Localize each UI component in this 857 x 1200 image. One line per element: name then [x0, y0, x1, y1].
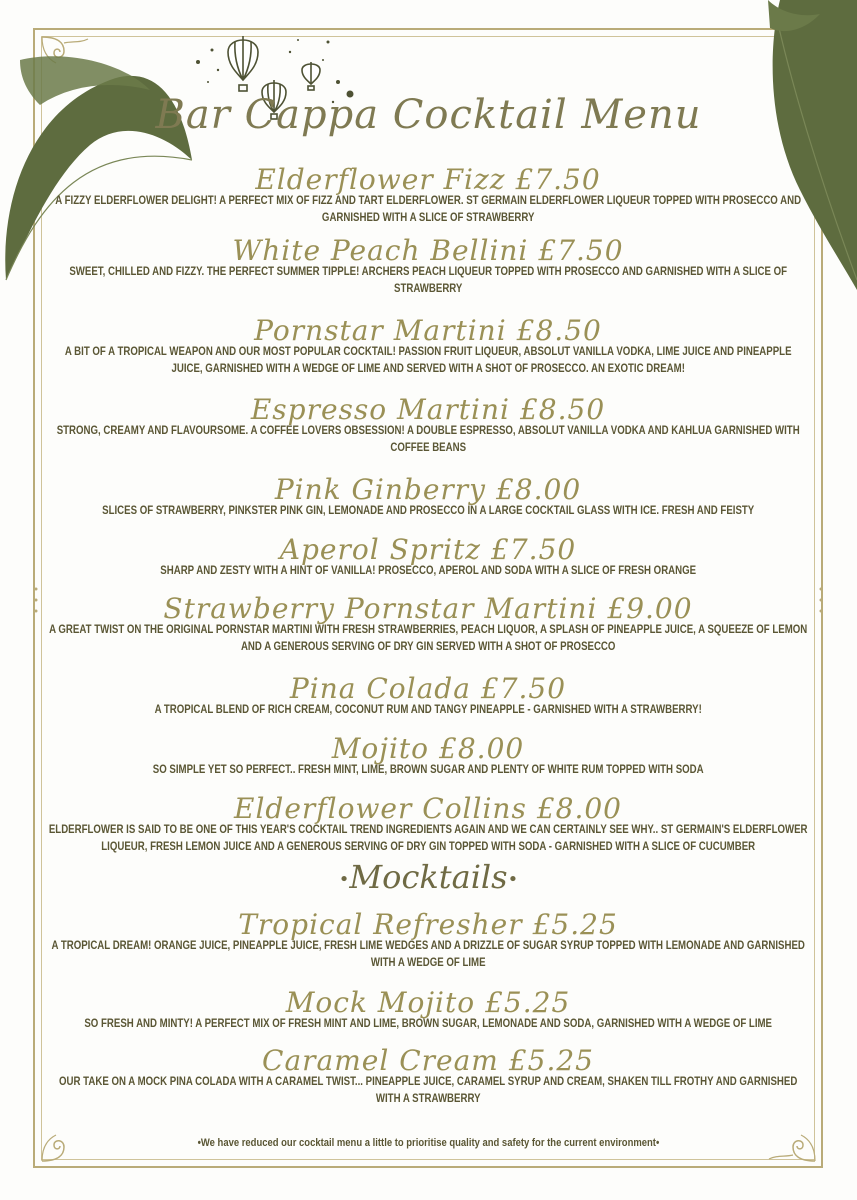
menu-item	[48, 393, 808, 457]
item-description: A GREAT TWIST ON THE ORIGINAL PORNSTAR MARTINI WITH FRESH STRAWBERRIES, PEACH LIQUOR, A SPLASH OF PINEAPPLE JUICE, A SQUEEZE OF LEMON AND A GENEROUS SERVING OF DRY GIN SERVED WITH A SHOT OF PROSECCO	[48, 624, 808, 653]
item-description: SLICES OF STRAWBERRY, PINKSTER PINK GIN, LEMONADE AND PROSECCO IN A LARGE COCKTAIL GLASS WITH ICE. FRESH AND FEISTY	[101, 505, 755, 517]
item-name: Tropical Refresher £5.25	[238, 908, 618, 941]
item-description: SWEET, CHILLED AND FIZZY. THE PERFECT SUMMER TIPPLE! ARCHERS PEACH LIQUEUR TOPPED WITH PROSECCO AND GARNISHED WITH A SLICE OF STRAWBERRY	[69, 266, 787, 295]
mocktails-heading: •Mocktails•	[338, 858, 519, 896]
menu-item	[48, 986, 808, 1033]
item-name: Elderflower Collins £8.00	[234, 792, 622, 825]
item-name: White Peach Bellini £7.50	[232, 234, 624, 267]
menu-item	[48, 163, 808, 227]
item-description: A TROPICAL BLEND OF RICH CREAM, COCONUT RUM AND TANGY PINEAPPLE - GARNISHED WITH A STRAWBERRY!	[154, 704, 702, 716]
item-price: £7.50	[515, 163, 601, 196]
item-description: A FIZZY ELDERFLOWER DELIGHT! A PERFECT MIX OF FIZZ AND TART ELDERFLOWER. ST GERMAIN ELDERFLOWER LIQUEUR TOPPED WITH PROSECCO AND GARNISHED WITH A SLICE OF STRAWBERRY	[55, 195, 801, 224]
footer-note: •We have reduced our cocktail menu a little to prioritise quality and safety for the current environment•	[197, 1137, 660, 1149]
item-price: £8.00	[495, 473, 582, 506]
item-description: SHARP AND ZESTY WITH A HINT OF VANILLA! PROSECCO, APEROL AND SODA WITH A SLICE OF FRESH ORANGE	[160, 565, 696, 577]
item-name: Mojito £8.00	[331, 732, 525, 765]
item-name: Aperol Spritz £7.50	[279, 533, 577, 566]
item-price: £7.50	[491, 533, 577, 566]
item-description: SO SIMPLE YET SO PERFECT.. FRESH MINT, LIME, BROWN SUGAR AND PLENTY OF WHITE RUM TOPPED WITH SODA	[152, 764, 704, 776]
item-name: Mock Mojito £5.25	[285, 986, 571, 1019]
menu-item	[48, 672, 808, 719]
item-price: £8.00	[536, 792, 622, 825]
item-name: Pink Ginberry £8.00	[274, 473, 582, 506]
menu-item	[48, 792, 808, 856]
item-price: £5.25	[485, 986, 571, 1019]
item-description: OUR TAKE ON A MOCK PINA COLADA WITH A CARAMEL TWIST... PINEAPPLE JUICE, CARAMEL SYRUP AND CREAM, SHAKEN TILL FROTHY AND GARNISHED WITH A STRAWBERRY	[58, 1076, 798, 1105]
item-name: Espresso Martini £8.50	[250, 393, 606, 426]
menu-item	[48, 473, 808, 520]
item-price: £5.25	[508, 1044, 594, 1077]
item-price: £5.25	[532, 908, 618, 941]
item-description: SO FRESH AND MINTY! A PERFECT MIX OF FRESH MINT AND LIME, BROWN SUGAR, LEMONADE AND SODA, GARNISHED WITH A WEDGE OF LIME	[84, 1018, 772, 1030]
item-name: Caramel Cream £5.25	[262, 1044, 594, 1077]
menu-item	[48, 732, 808, 779]
side-ornament-left	[34, 585, 38, 615]
item-description: A TROPICAL DREAM! ORANGE JUICE, PINEAPPLE JUICE, FRESH LIME WEDGES AND A DRIZZLE OF SUGAR SYRUP TOPPED WITH LEMONADE AND GARNISHED WITH A WEDGE OF LIME	[51, 940, 805, 969]
item-price: £9.00	[607, 592, 693, 625]
item-name: Pina Colada £7.50	[289, 672, 567, 705]
item-price: £8.00	[439, 732, 525, 765]
menu-item	[48, 1044, 808, 1108]
item-price: £7.50	[538, 234, 624, 267]
menu-item	[48, 234, 808, 298]
item-description: STRONG, CREAMY AND FLAVOURSOME. A COFFEE LOVERS OBSESSION! A DOUBLE ESPRESSO, ABSOLUT VANILLA VODKA AND KAHLUA GARNISHED WITH COFFEE BEANS	[56, 425, 800, 454]
side-ornament-right	[819, 585, 823, 615]
item-description: ELDERFLOWER IS SAID TO BE ONE OF THIS YEAR'S COCKTAIL TREND INGREDIENTS AGAIN AND WE CAN CERTAINLY SEE WHY.. ST GERMAIN'S ELDERFLOWER LIQUEUR, FRESH LEMON JUICE AND A GENEROUS SERVING OF DRY GIN TOPPED WITH SODA - GARNISHED WITH A SLICE OF CUCUMBER	[48, 824, 808, 853]
item-name: Elderflower Fizz £7.50	[255, 163, 601, 196]
item-price: £7.50	[480, 672, 567, 705]
item-price: £8.50	[516, 314, 602, 347]
menu-item	[48, 533, 808, 580]
item-price: £8.50	[519, 393, 606, 426]
item-description: A BIT OF A TROPICAL WEAPON AND OUR MOST POPULAR COCKTAIL! PASSION FRUIT LIQUEUR, ABSOLUT VANILLA VODKA, LIME JUICE AND PINEAPPLE JUICE, GARNISHED WITH A WEDGE OF LIME AND SERVED WITH A SHOT OF PROSECCO. AN EXOTIC DREAM!	[64, 346, 792, 375]
menu-item	[48, 908, 808, 972]
item-name: Pornstar Martini £8.50	[254, 314, 602, 347]
menu-item	[48, 592, 808, 656]
menu-title: Bar Cappa Cocktail Menu	[155, 92, 702, 138]
menu-item	[48, 314, 808, 378]
item-name: Strawberry Pornstar Martini £9.00	[163, 592, 693, 625]
